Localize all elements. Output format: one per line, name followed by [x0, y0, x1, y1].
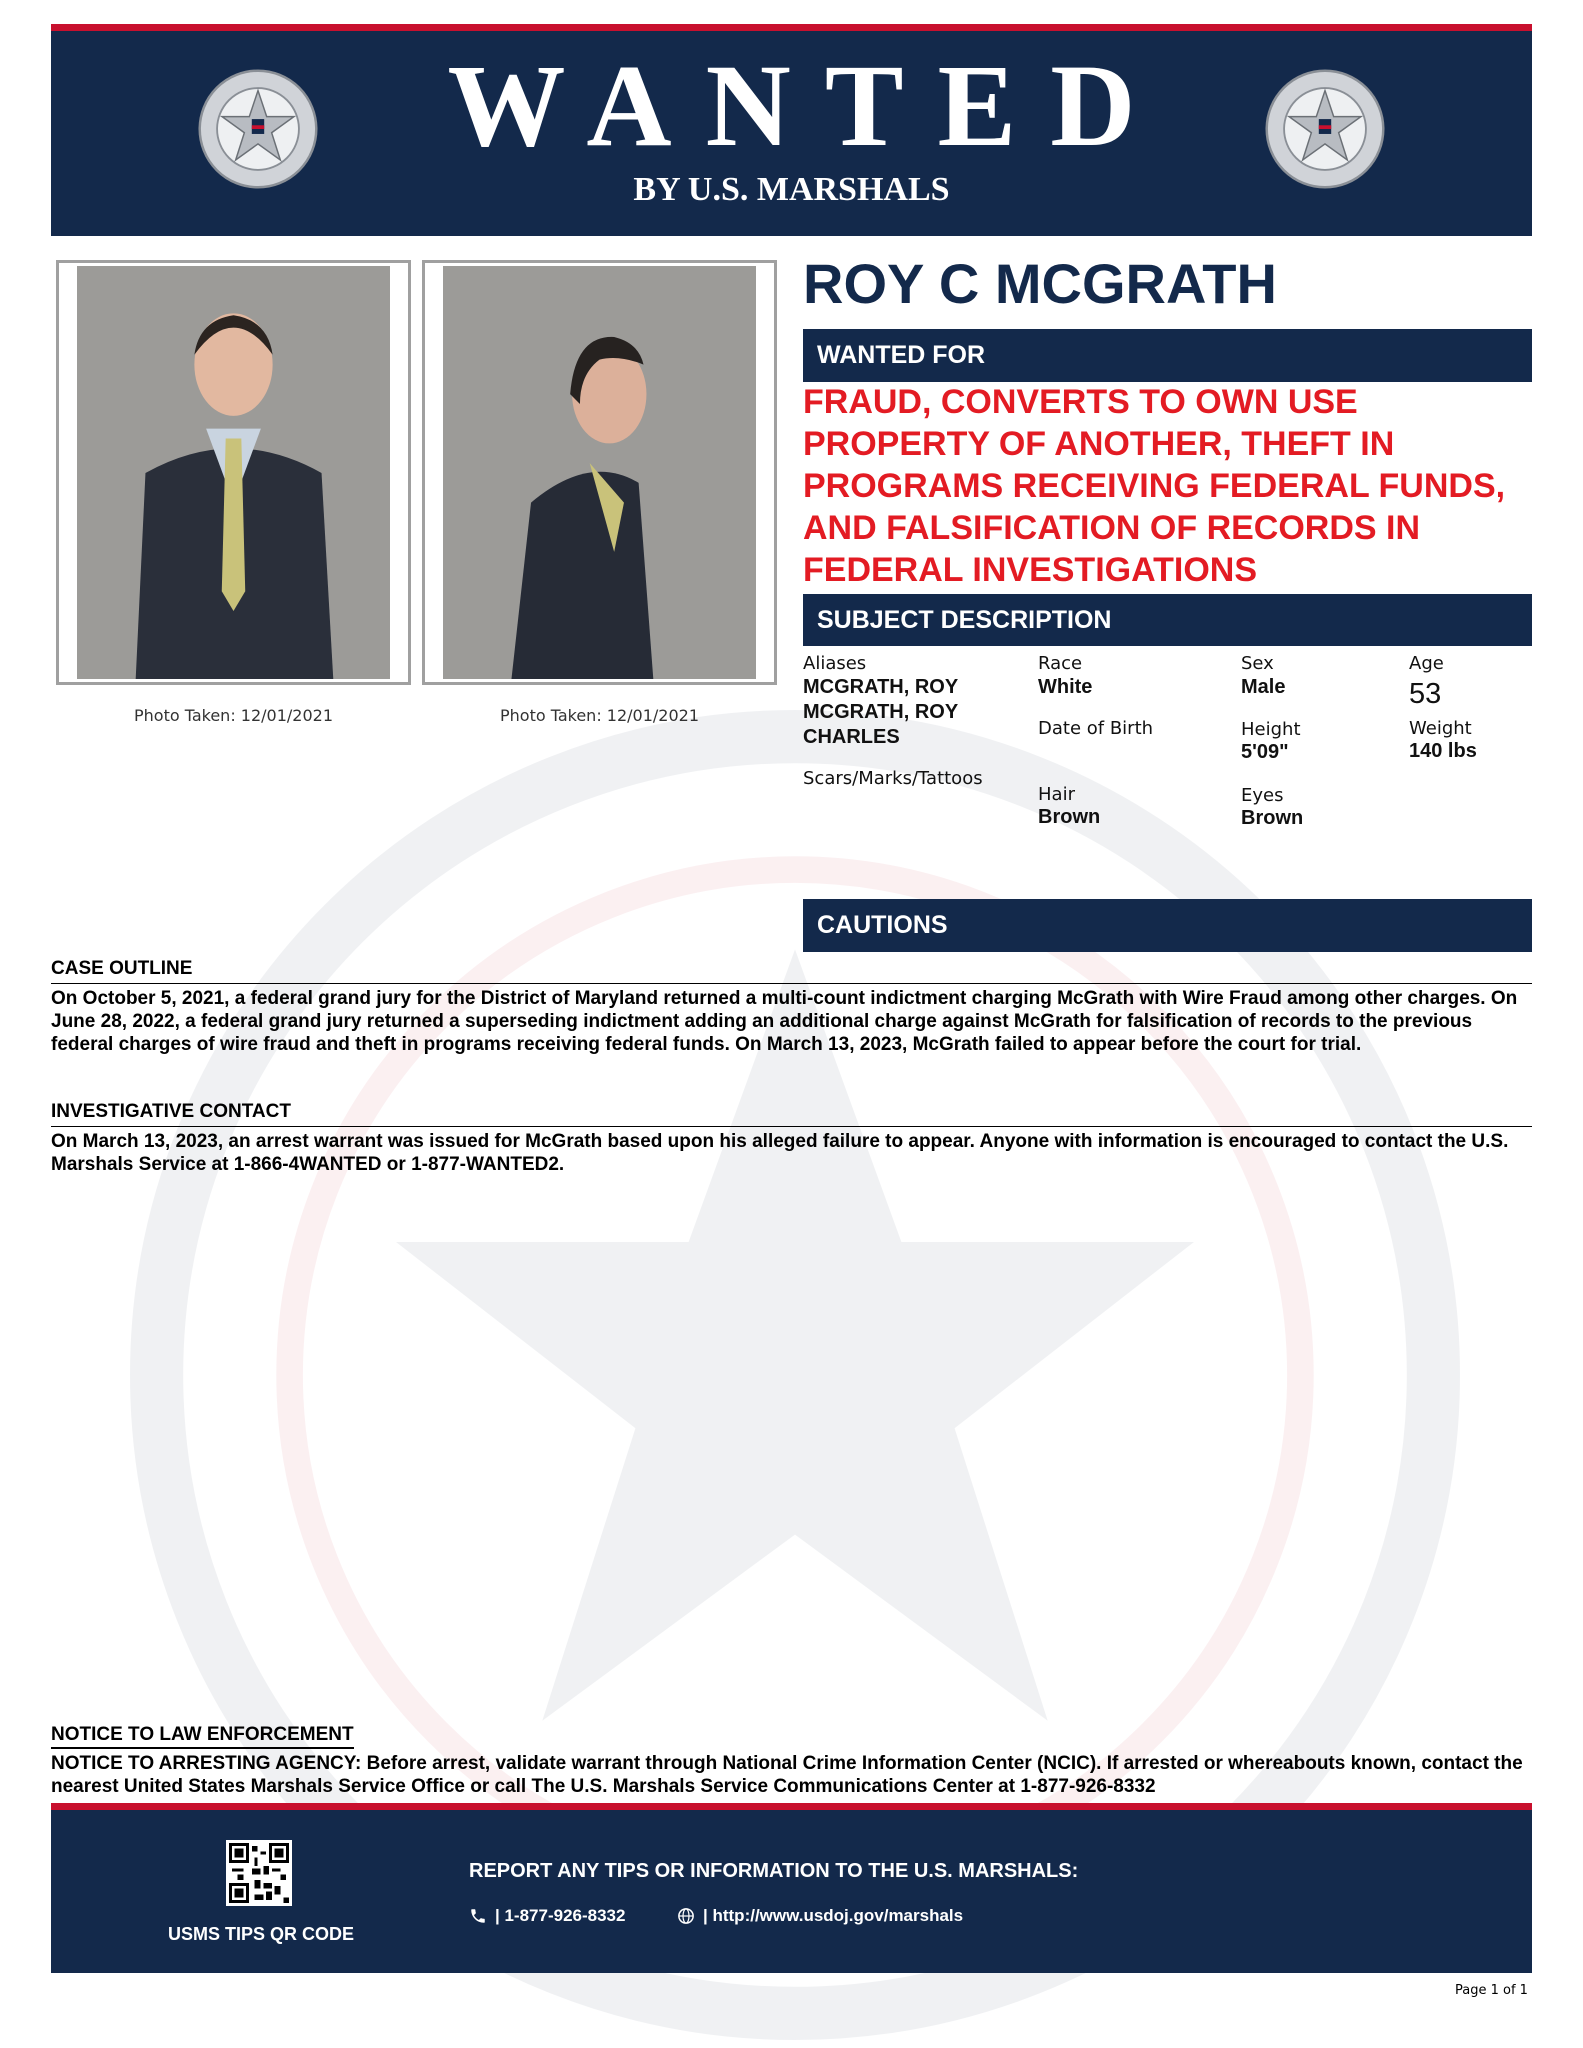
- website-url: | http://www.usdoj.gov/marshals: [703, 1906, 964, 1925]
- weight-value: 140 lbs: [1409, 740, 1477, 762]
- photo-front: [56, 260, 411, 685]
- qr-code-label: USMS TIPS QR CODE: [167, 1924, 355, 1944]
- dob-label: Date of Birth: [1038, 718, 1154, 739]
- weight-label: Weight: [1409, 718, 1472, 739]
- race-label: Race: [1038, 653, 1083, 674]
- height-label: Height: [1241, 719, 1301, 740]
- scars-label: Scars/Marks/Tattoos: [803, 768, 983, 789]
- website-link[interactable]: [677, 1906, 963, 1926]
- eyes-value: Brown: [1241, 807, 1304, 829]
- eyes-label: Eyes: [1241, 785, 1284, 806]
- globe-icon: [677, 1907, 695, 1925]
- case-outline-body: On October 5, 2021, a federal grand jury for the District of Maryland returned a multi-count indictment charging McGrath with Wire Fraud among other charges. On June 28, 2022, a federal grand jury returned a superseding indictment adding an additional charge against McGrath for falsification of records to the previous federal charges of wire fraud and theft in programs receiving federal funds. On March 13, 2023, McGrath failed to appear before the court for trial.: [51, 988, 1518, 1055]
- header-banner: [51, 31, 1532, 236]
- person-front-image: [77, 266, 390, 679]
- notice-text: Before arrest, validate warrant through National Crime Information Center (NCIC). If arrested or whereabouts known, contact the nearest United States Marshals Service Office or call The U.S. Marshals Service Communications Center at 1-877-926-8332: [51, 1753, 1523, 1797]
- age-value: 53: [1409, 678, 1442, 710]
- alias-item: MCGRATH, ROY CHARLES: [803, 701, 958, 748]
- notice-lead: NOTICE TO ARRESTING AGENCY:: [51, 1753, 362, 1774]
- page-number: Page 1 of 1: [1455, 1983, 1528, 1998]
- report-tips-text: REPORT ANY TIPS OR INFORMATION TO THE U.S. MARSHALS:: [469, 1860, 1079, 1882]
- case-outline-rule: [51, 983, 1532, 984]
- subject-name: ROY C MCGRATH: [803, 252, 1277, 315]
- marshal-badge-icon: [196, 67, 320, 191]
- phone-contact[interactable]: [469, 1906, 625, 1926]
- aliases-list: [803, 675, 1003, 750]
- header-red-stripe: [51, 24, 1532, 31]
- cautions-bar: CAUTIONS: [803, 899, 1532, 952]
- subject-description-bar: SUBJECT DESCRIPTION: [803, 594, 1532, 646]
- sex-label: Sex: [1241, 653, 1274, 674]
- notice-body: [51, 1752, 1531, 1798]
- wanted-subtitle: BY U.S. MARSHALS: [633, 171, 950, 208]
- marshal-badge-icon: [1263, 67, 1387, 191]
- wanted-for-bar: WANTED FOR: [803, 329, 1532, 382]
- person-profile-image: [443, 266, 756, 679]
- charges-text: FRAUD, CONVERTS TO OWN USE PROPERTY OF ANOTHER, THEFT IN PROGRAMS RECEIVING FEDERAL FUNDS, AND FALSIFICATION OF RECORDS IN FEDERAL INVESTIGATIONS: [803, 383, 1506, 589]
- investigative-contact-title: INVESTIGATIVE CONTACT: [51, 1101, 291, 1122]
- hair-label: Hair: [1038, 784, 1075, 805]
- photo-caption-profile: Photo Taken: 12/01/2021: [499, 706, 700, 725]
- notice-title: NOTICE TO LAW ENFORCEMENT: [51, 1724, 354, 1749]
- hair-value: Brown: [1038, 806, 1101, 828]
- phone-number: | 1-877-926-8332: [495, 1906, 626, 1925]
- aliases-label: Aliases: [803, 653, 867, 674]
- investigative-contact-body: On March 13, 2023, an arrest warrant was issued for McGrath based upon his alleged failure to appear. Anyone with information is encouraged to contact the U.S. Marshals Service at 1-866-4WANTED or 1-877-WANTED2.: [51, 1131, 1509, 1175]
- wanted-title: WANTED: [447, 40, 1170, 171]
- footer-banner: [51, 1810, 1532, 1973]
- footer-red-stripe: [51, 1803, 1532, 1810]
- photo-caption-front: Photo Taken: 12/01/2021: [133, 706, 334, 725]
- sex-value: Male: [1241, 676, 1286, 698]
- case-outline-title: CASE OUTLINE: [51, 958, 193, 979]
- race-value: White: [1038, 676, 1093, 698]
- investigative-contact-rule: [51, 1126, 1532, 1127]
- age-label: Age: [1409, 653, 1444, 674]
- photo-profile: [422, 260, 777, 685]
- height-value: 5'09": [1241, 741, 1289, 763]
- phone-icon: [469, 1907, 487, 1925]
- qr-code-icon[interactable]: [226, 1840, 292, 1906]
- alias-item: MCGRATH, ROY: [803, 676, 959, 698]
